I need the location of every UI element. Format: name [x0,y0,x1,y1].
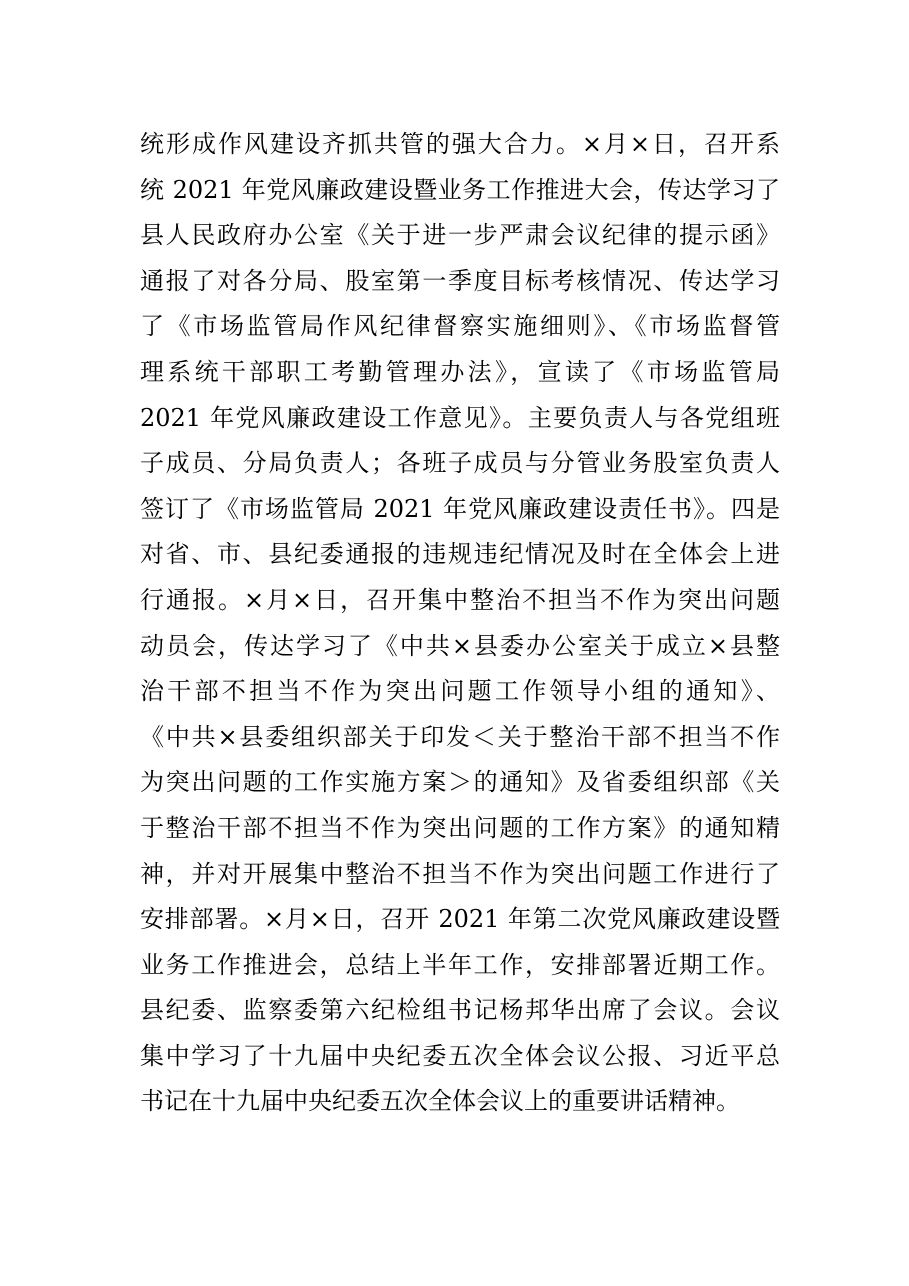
text-line: 通报了对各分局、股室第一季度目标考核情况、传达学习 [140,266,780,295]
text-line: 统 2021 年党风廉政建设暨业务工作推进大会，传达学习了 [140,175,780,204]
text-line: 对省、市、县纪委通报的违规违纪情况及时在全体会上进 [140,540,780,569]
text-line: 书记在十九届中央纪委五次全体会议上的重要讲话精神。 [140,1087,740,1116]
text-line: 签订了《市场监管局 2021 年党风廉政建设责任书》。四是 [140,494,780,523]
text-line: 理系统干部职工考勤管理办法》，宣读了《市场监管局 [140,357,780,386]
text-line: 集中学习了十九届中央纪委五次全体会议公报、习近平总 [140,1041,780,1070]
text-line: 动员会，传达学习了《中共×县委办公室关于成立×县整 [140,631,780,660]
text-line: 子成员、分局负责人；各班子成员与分管业务股室负责人 [140,449,780,478]
text-line: 统形成作风建设齐抓共管的强大合力。×月×日，召开系 [140,130,780,158]
text-line: 治干部不担当不作为突出问题工作领导小组的通知》、 [140,677,780,706]
text-line: 业务工作推进会，总结上半年工作，安排部署近期工作。 [140,950,780,979]
text-line: 行通报。×月×日，召开集中整治不担当不作为突出问题 [140,585,780,614]
text-line: 了《市场监管局作风纪律督察实施细则》、《市场监督管 [140,312,780,341]
text-line: 于整治干部不担当不作为突出问题的工作方案》的通知精 [140,813,780,842]
text-line: 县纪委、监察委第六纪检组书记杨邦华出席了会议。会议 [140,996,780,1025]
text-line: 安排部署。×月×日，召开 2021 年第二次党风廉政建设暨 [140,905,780,934]
text-line: 神，并对开展集中整治不担当不作为突出问题工作进行了 [140,859,780,888]
text-line: 2021 年党风廉政建设工作意见》。主要负责人与各党组班 [140,403,780,432]
text-line: 县人民政府办公室《关于进一步严肃会议纪律的提示函》 [140,221,780,250]
text-line: 《中共×县委组织部关于印发＜关于整治干部不担当不作 [140,722,780,751]
text-line: 为突出问题的工作实施方案＞的通知》及省委组织部《关 [140,768,780,797]
body-text [140,122,780,1125]
